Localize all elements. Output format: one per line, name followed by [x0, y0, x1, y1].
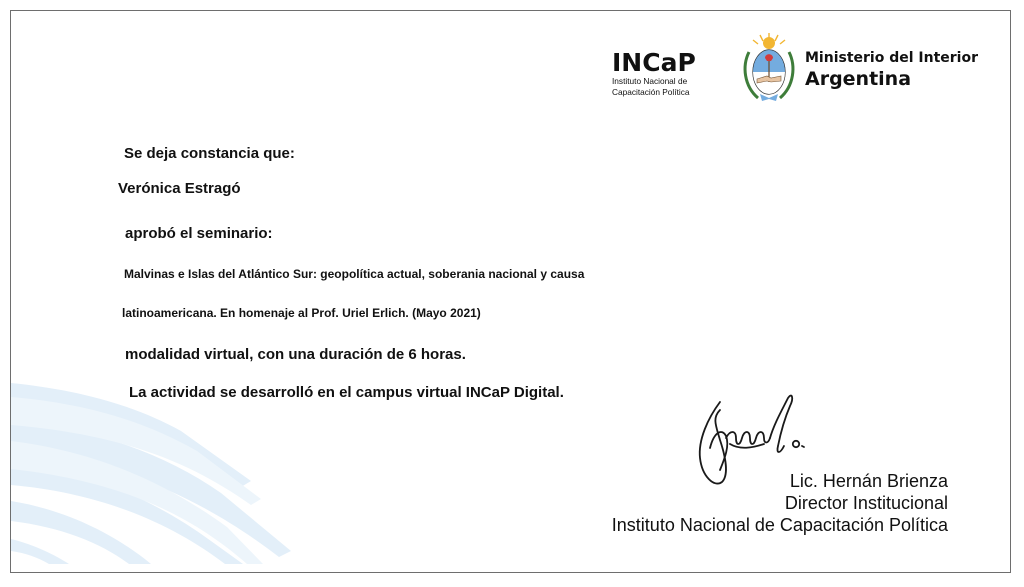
coat-of-arms-icon [740, 30, 798, 106]
activity-statement: La actividad se desarrolló en el campus virtual INCaP Digital. [129, 384, 564, 401]
approved-statement: aprobó el seminario: [125, 225, 273, 242]
modality-statement: modalidad virtual, con una duración de 6 horas. [125, 346, 466, 363]
certificate-intro: Se deja constancia que: [124, 145, 295, 162]
incap-logo [612, 50, 696, 97]
recipient-name: Verónica Estragó [118, 180, 241, 197]
signatory-role: Director Institucional [784, 493, 948, 513]
ministerio-line-2: Argentina [805, 68, 912, 90]
signatory-block [612, 470, 948, 536]
seminar-title-line-1: Malvinas e Islas del Atlántico Sur: geopolítica actual, soberania nacional y causa [124, 267, 585, 281]
incap-logo-subtitle-1: Instituto Nacional de [612, 76, 688, 86]
ministerio-logo [805, 50, 978, 90]
seminar-title-line-2: latinoamericana. En homenaje al Prof. Uriel Erlich. (Mayo 2021) [122, 306, 481, 320]
signatory-name: Lic. Hernán Brienza [789, 471, 948, 491]
incap-logo-title: INCaP [612, 48, 696, 77]
signatory-institution: Instituto Nacional de Capacitación Política [611, 515, 948, 535]
ministerio-line-1: Ministerio del Interior [805, 50, 978, 66]
incap-logo-subtitle-2: Capacitación Política [612, 87, 690, 97]
